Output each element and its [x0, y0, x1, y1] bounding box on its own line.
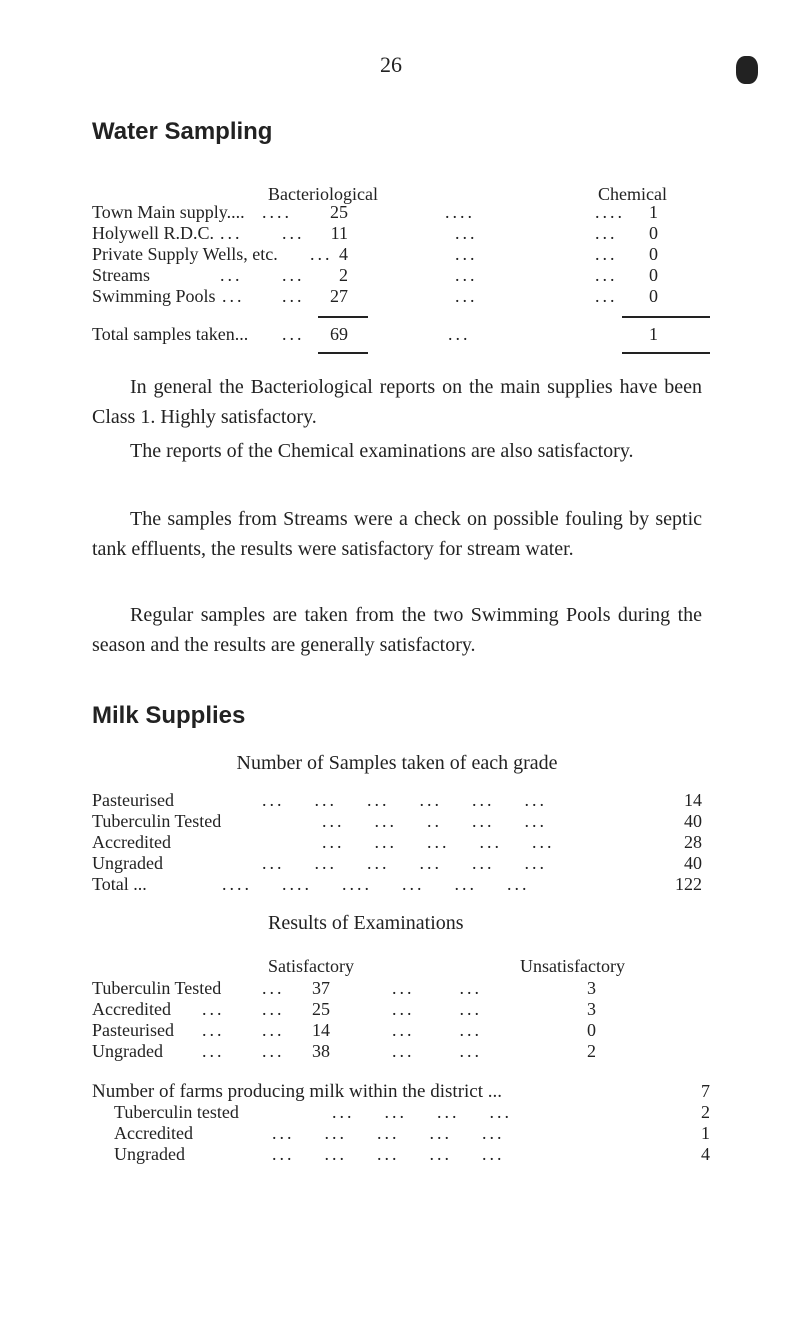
- water-row-bact: 11: [330, 223, 348, 243]
- leader-dots: ...: [220, 223, 243, 243]
- farm-label: Accredited: [114, 1123, 193, 1143]
- grade-value: 40: [684, 853, 702, 873]
- subtotal-rule: [318, 316, 368, 318]
- result-unsat: 0: [587, 1020, 596, 1040]
- result-label: Ungraded: [92, 1041, 163, 1061]
- leader-dots: ....: [595, 202, 625, 222]
- farm-value: 2: [701, 1102, 710, 1122]
- water-row-label: Swimming Pools: [92, 286, 216, 306]
- result-sat: 38: [312, 1041, 330, 1061]
- result-label: Pasteurised: [92, 1020, 174, 1040]
- leader-dots: ...: [455, 244, 478, 264]
- leader-dots: ...: [282, 324, 305, 344]
- water-sampling-heading: Water Sampling: [92, 118, 273, 145]
- leader-dots: ...: [455, 265, 478, 285]
- leader-dots: ...: [222, 286, 245, 306]
- water-row-label: Holywell R.D.C.: [92, 223, 215, 243]
- grade-total-label: Total ...: [92, 874, 147, 894]
- leader-dots: ...: [262, 978, 285, 998]
- leader-dots: ... ...: [202, 999, 285, 1019]
- result-label: Accredited: [92, 999, 171, 1019]
- grade-value: 14: [684, 790, 702, 810]
- leader-dots: ...: [448, 324, 471, 344]
- water-total-chem: 1: [649, 324, 658, 344]
- col-chemical: Chemical: [598, 184, 667, 204]
- water-total-label: Total samples taken...: [92, 324, 249, 344]
- result-sat: 25: [312, 999, 330, 1019]
- result-label: Tuberculin Tested: [92, 978, 222, 998]
- leader-dots: ... ... ... ...: [332, 1102, 512, 1122]
- leader-dots: ... ... ... ... ...: [322, 832, 555, 852]
- result-unsat: 3: [587, 999, 596, 1019]
- leader-dots: ... ... ... ... ...: [272, 1123, 505, 1143]
- grade-label: Ungraded: [92, 853, 163, 873]
- corner-mark-icon: [736, 56, 758, 84]
- total-rule: [318, 352, 368, 354]
- water-row-bact: 2: [339, 265, 348, 285]
- grade-label: Tuberculin Tested: [92, 811, 222, 831]
- result-unsat: 2: [587, 1041, 596, 1061]
- page-number: 26: [380, 52, 402, 77]
- leader-dots: ... ...: [392, 999, 482, 1019]
- leader-dots: ...: [282, 223, 305, 243]
- leader-dots: ...: [220, 265, 243, 285]
- result-sat: 14: [312, 1020, 330, 1040]
- subtotal-rule: [622, 316, 710, 318]
- leader-dots: ...: [595, 244, 618, 264]
- leader-dots: ... ... ... ... ... ...: [262, 853, 547, 873]
- water-row-chem: 0: [649, 223, 658, 243]
- leader-dots: ... ...: [202, 1041, 285, 1061]
- grade-total-value: 122: [675, 874, 702, 894]
- leader-dots: ... ... ... ... ... ...: [262, 790, 547, 810]
- water-row-label: Private Supply Wells, etc.: [92, 244, 278, 264]
- leader-dots: ...: [595, 223, 618, 243]
- grade-value: 40: [684, 811, 702, 831]
- water-row-label: Streams: [92, 265, 150, 285]
- water-paragraph: Regular samples are taken from the two Swimming Pools during the season and the results are generally satisfactory.: [92, 604, 702, 656]
- water-paragraph: The reports of the Chemical examinations are also satisfactory.: [130, 440, 634, 462]
- leader-dots: ... ...: [392, 1041, 482, 1061]
- leader-dots: ....: [262, 202, 292, 222]
- water-total-bact: 69: [330, 324, 348, 344]
- leader-dots: ... ...: [392, 1020, 482, 1040]
- leader-dots: ...: [595, 265, 618, 285]
- col-bacteriological: Bacteriological: [268, 184, 378, 204]
- grade-label: Pasteurised: [92, 790, 174, 810]
- leader-dots: ...: [310, 244, 333, 264]
- water-paragraph: In general the Bacteriological reports on the main supplies have been Class 1. Highly satisfactory.: [92, 376, 702, 428]
- farm-label: Tuberculin tested: [114, 1102, 239, 1122]
- leader-dots: ...: [282, 286, 305, 306]
- col-satisfactory: Satisfactory: [268, 956, 354, 976]
- farms-value: 7: [701, 1081, 710, 1101]
- water-row-bact: 27: [330, 286, 348, 306]
- water-row-label: Town Main supply....: [92, 202, 245, 222]
- leader-dots: ... ...: [202, 1020, 285, 1040]
- leader-dots: ...: [455, 286, 478, 306]
- water-row-chem: 0: [649, 244, 658, 264]
- farm-value: 1: [701, 1123, 710, 1143]
- leader-dots: ... ... ... ... ...: [272, 1144, 505, 1164]
- water-row-bact: 25: [330, 202, 348, 222]
- result-unsat: 3: [587, 978, 596, 998]
- grade-title: Number of Samples taken of each grade: [236, 752, 558, 774]
- leader-dots: .... .... .... ... ... ...: [222, 874, 530, 894]
- leader-dots: ... ...: [392, 978, 482, 998]
- water-paragraph: The samples from Streams were a check on possible fouling by septic tank effluents, the results were satisfactory for stream water.: [92, 508, 702, 560]
- water-row-chem: 0: [649, 265, 658, 285]
- leader-dots: ... ... .. ... ...: [322, 811, 547, 831]
- water-row-chem: 1: [649, 202, 658, 222]
- result-sat: 37: [312, 978, 330, 998]
- grade-value: 28: [684, 832, 702, 852]
- farms-label: Number of farms producing milk within the district ...: [92, 1081, 503, 1102]
- col-unsatisfactory: Unsatisfactory: [520, 956, 625, 976]
- grade-label: Accredited: [92, 832, 171, 852]
- leader-dots: ...: [595, 286, 618, 306]
- milk-supplies-heading: Milk Supplies: [92, 702, 246, 729]
- farm-value: 4: [701, 1144, 710, 1164]
- leader-dots: ...: [282, 265, 305, 285]
- leader-dots: ...: [455, 223, 478, 243]
- leader-dots: ....: [445, 202, 475, 222]
- water-row-chem: 0: [649, 286, 658, 306]
- results-title: Results of Examinations: [268, 912, 464, 934]
- total-rule: [622, 352, 710, 354]
- water-row-bact: 4: [339, 244, 348, 264]
- farm-label: Ungraded: [114, 1144, 185, 1164]
